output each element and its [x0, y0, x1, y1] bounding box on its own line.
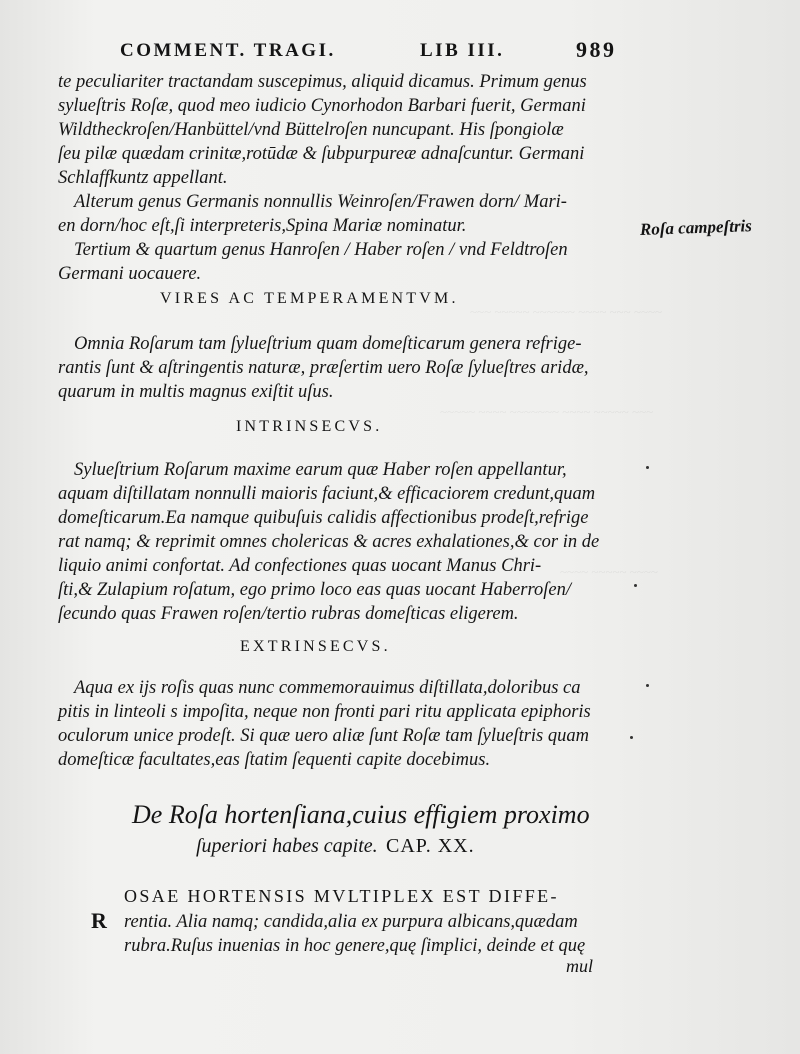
- show-through-text: ~~~~ ~~~~~ ~~~~: [560, 564, 658, 579]
- text-line: sylueſtris Roſæ, quod meo iudicio Cynorhodon Barbari fuerit, Germani: [58, 96, 586, 116]
- text-line: ſecundo quas Frawen roſen/tertio rubras domeſticas eligerem.: [58, 604, 519, 624]
- ink-speck: [634, 584, 637, 587]
- text-line: Sylueſtrium Roſarum maxime earum quæ Haber roſen appellantur,: [74, 460, 567, 480]
- text-line: ſeu pilæ quædam crinitæ,rotūdæ & ſubpurpureæ adnaſcuntur. Germani: [58, 144, 585, 164]
- text-line: rat namq; & reprimit omnes cholericas & acres exhalationes,& cor in de: [58, 532, 600, 552]
- chapter-first-line: OSAE HORTENSIS MVLTIPLEX EST DIFFE-: [124, 886, 559, 906]
- show-through-text: ~~~~~ ~~~~ ~~~~~~~ ~~~~ ~~~~~ ~~~: [440, 404, 654, 419]
- text-line: rubra.Ruſus inuenias in hoc genere,quę ſimplici, deinde et quę: [124, 936, 586, 956]
- text-line: Wildtheckroſen/Hanbüttel/vnd Büttelroſen nuncupant. His ſpongiolæ: [58, 120, 564, 140]
- text-line: domeſticarum.Ea namque quibuſuis calidis affectionibus prodeſt,refrige: [58, 508, 589, 528]
- text-line: domeſticæ facultates,eas ſtatim ſequenti capite docebimus.: [58, 750, 491, 770]
- text-line: rentia. Alia namq; candida,alia ex purpura albicans,quædam: [124, 912, 578, 932]
- text-line: ſti,& Zulapium roſatum, ego primo loco eas quas uocant Haberroſen/: [58, 580, 572, 600]
- text-line: rantis ſunt & aſtringentis naturæ, præſertim uero Roſæ ſylueſtres aridæ,: [58, 358, 589, 378]
- section-heading: EXTRINSECVS.: [240, 638, 391, 655]
- chapter-number: CAP. XX.: [386, 835, 475, 857]
- section-heading: INTRINSECVS.: [236, 418, 383, 435]
- text-line: quarum in multis magnus exiſtit uſus.: [58, 382, 334, 402]
- section-heading: VIRES AC TEMPERAMENTVM.: [160, 290, 459, 307]
- book-number: LIB III.: [420, 40, 505, 61]
- running-title: COMMENT. TRAGI.: [120, 40, 336, 61]
- text-line: Germani uocauere.: [58, 264, 202, 284]
- chapter-subtitle: ſuperiori habes capite.: [196, 835, 378, 857]
- text-line: Aqua ex ijs roſis quas nunc commemorauimus diſtillata,doloribus ca: [74, 678, 581, 698]
- ink-speck: [630, 736, 633, 739]
- ink-speck: [646, 466, 649, 469]
- show-through-text: ~~~ ~~~~~ ~~~~~~ ~~~~ ~~~ ~~~~: [470, 304, 663, 319]
- text-line: liquio animi confortat. Ad confectiones quas uocant Manus Chri-: [58, 556, 542, 576]
- text-line: Alterum genus Germanis nonnullis Weinroſen/Frawen dorn/ Mari-: [74, 192, 567, 212]
- text-line: Omnia Roſarum tam ſylueſtrium quam domeſticarum genera refrige-: [74, 334, 582, 354]
- text-line: te peculiariter tractandam suscepimus, aliquid dicamus. Primum genus: [58, 72, 587, 92]
- chapter-title: De Roſa hortenſiana,cuius effigiem proximo: [132, 800, 590, 829]
- text-line: pitis in linteoli s impoſita, neque non fronti pari ritu applicata epiphoris: [58, 702, 591, 722]
- text-line: Schlaffkuntz appellant.: [58, 168, 228, 188]
- catchword: mul: [566, 956, 593, 976]
- margin-note: Roſa campeſtris: [639, 216, 753, 239]
- running-header: [120, 37, 620, 70]
- text-line: aquam diſtillatam nonnulli maioris faciunt,& efficaciorem credunt,quam: [58, 484, 596, 504]
- text-line: en dorn/hoc eſt,ſi interpreteris,Spina Mariæ nominatur.: [58, 216, 467, 236]
- ink-speck: [646, 684, 649, 687]
- text-line: oculorum unice prodeſt. Si quæ uero aliæ ſunt Roſæ tam ſylueſtris quam: [58, 726, 589, 746]
- drop-cap: R: [91, 908, 107, 933]
- page-number: 989: [576, 37, 617, 62]
- text-line: Tertium & quartum genus Hanroſen / Haber roſen / vnd Feldtroſen: [74, 240, 568, 260]
